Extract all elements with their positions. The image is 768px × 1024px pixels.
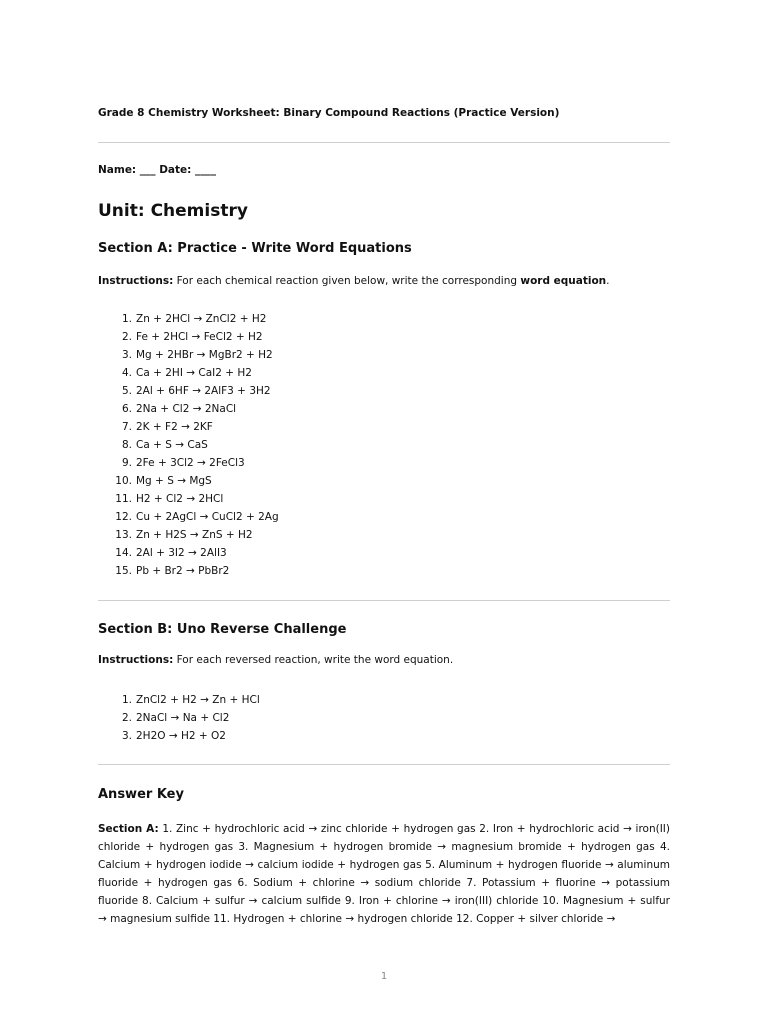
name-label: Name: (98, 164, 137, 176)
section-b-instructions (98, 654, 453, 666)
chemical-equation: Zn + 2HCl → ZnCl2 + H2 (136, 313, 267, 325)
instructions-bold: word equation (520, 275, 607, 287)
item-number: 15. (115, 565, 132, 577)
answer-key-text: 1. Zinc + hydrochloric acid → zinc chloride + hydrogen gas 2. Iron + hydrochloric acid → iron(II) chloride + hydrogen gas 3. Magnesium + hydrogen bromide → magnesium bromide + hydrogen gas 4. Calcium + hydrogen iodide → calcium iodide + hydrogen gas 5. Aluminum + hydrogen fluoride → aluminum fluoride + hydrogen gas 6. Sodium + chlorine → sodium chloride 7. Potassium + fluorine → potassium fluoride 8. Calcium + sulfur → calcium sulfide 9. Iron + chlorine → iron(III) chloride 10. Magnesium + sulfur → magnesium sulfide 11. Hydrogen + chlorine → hydrogen chloride 12. Copper + silver chloride → (98, 823, 670, 925)
item-number: 12. (115, 511, 132, 523)
chemical-equation: Zn + H2S → ZnS + H2 (136, 529, 253, 541)
instructions-text: For each chemical reaction given below, write the corresponding (176, 275, 518, 287)
divider (98, 142, 670, 143)
date-blank: ____ (195, 164, 217, 176)
name-blank: ___ (139, 164, 156, 176)
item-number: 1. (121, 313, 132, 325)
answer-key-label: Section A: (98, 823, 159, 835)
item-number: 14. (115, 547, 132, 559)
unit-title: Unit: Chemistry (98, 201, 248, 221)
item-number: 6. (121, 403, 132, 415)
item-number: 11. (115, 493, 132, 505)
chemical-equation: 2Al + 3I2 → 2AlI3 (136, 547, 227, 559)
item-number: 3. (121, 730, 132, 742)
item-number: 4. (121, 367, 132, 379)
item-number: 13. (115, 529, 132, 541)
date-label: Date: (159, 164, 192, 176)
section-b-title: Section B: Uno Reverse Challenge (98, 622, 347, 637)
chemical-equation: H2 + Cl2 → 2HCl (136, 493, 224, 505)
instructions-label: Instructions: (98, 654, 174, 666)
chemical-equation: 2Na + Cl2 → 2NaCl (136, 403, 237, 415)
chemical-equation: Cu + 2AgCl → CuCl2 + 2Ag (136, 511, 279, 523)
answer-key-title: Answer Key (98, 787, 184, 802)
item-number: 1. (121, 694, 132, 706)
item-number: 9. (121, 457, 132, 469)
chemical-equation: ZnCl2 + H2 → Zn + HCl (136, 694, 260, 706)
chemical-equation: Mg + 2HBr → MgBr2 + H2 (136, 349, 273, 361)
chemical-equation: 2Al + 6HF → 2AlF3 + 3H2 (136, 385, 271, 397)
chemical-equation: 2K + F2 → 2KF (136, 421, 213, 433)
chemical-equation: Pb + Br2 → PbBr2 (136, 565, 230, 577)
item-number: 3. (121, 349, 132, 361)
chemical-equation: Ca + S → CaS (136, 439, 208, 451)
name-date-line (98, 164, 216, 176)
page-number: 1 (380, 971, 388, 982)
section-a-instructions (98, 275, 610, 287)
divider (98, 764, 670, 765)
item-number: 5. (121, 385, 132, 397)
item-number: 8. (121, 439, 132, 451)
instructions-label: Instructions: (98, 275, 174, 287)
worksheet-title: Grade 8 Chemistry Worksheet: Binary Compound Reactions (Practice Version) (98, 107, 560, 119)
chemical-equation: Ca + 2HI → CaI2 + H2 (136, 367, 252, 379)
section-a-title: Section A: Practice - Write Word Equations (98, 241, 412, 256)
answer-key-paragraph (98, 820, 670, 928)
item-number: 2. (121, 331, 132, 343)
chemical-equation: 2NaCl → Na + Cl2 (136, 712, 230, 724)
item-number: 10. (115, 475, 132, 487)
chemical-equation: Fe + 2HCl → FeCl2 + H2 (136, 331, 263, 343)
chemical-equation: Mg + S → MgS (136, 475, 212, 487)
chemical-equation: 2Fe + 3Cl2 → 2FeCl3 (136, 457, 245, 469)
divider (98, 600, 670, 601)
item-number: 7. (121, 421, 132, 433)
item-number: 2. (121, 712, 132, 724)
chemical-equation: 2H2O → H2 + O2 (136, 730, 226, 742)
instructions-text: For each reversed reaction, write the word equation. (176, 654, 454, 666)
instructions-end: . (606, 275, 610, 287)
